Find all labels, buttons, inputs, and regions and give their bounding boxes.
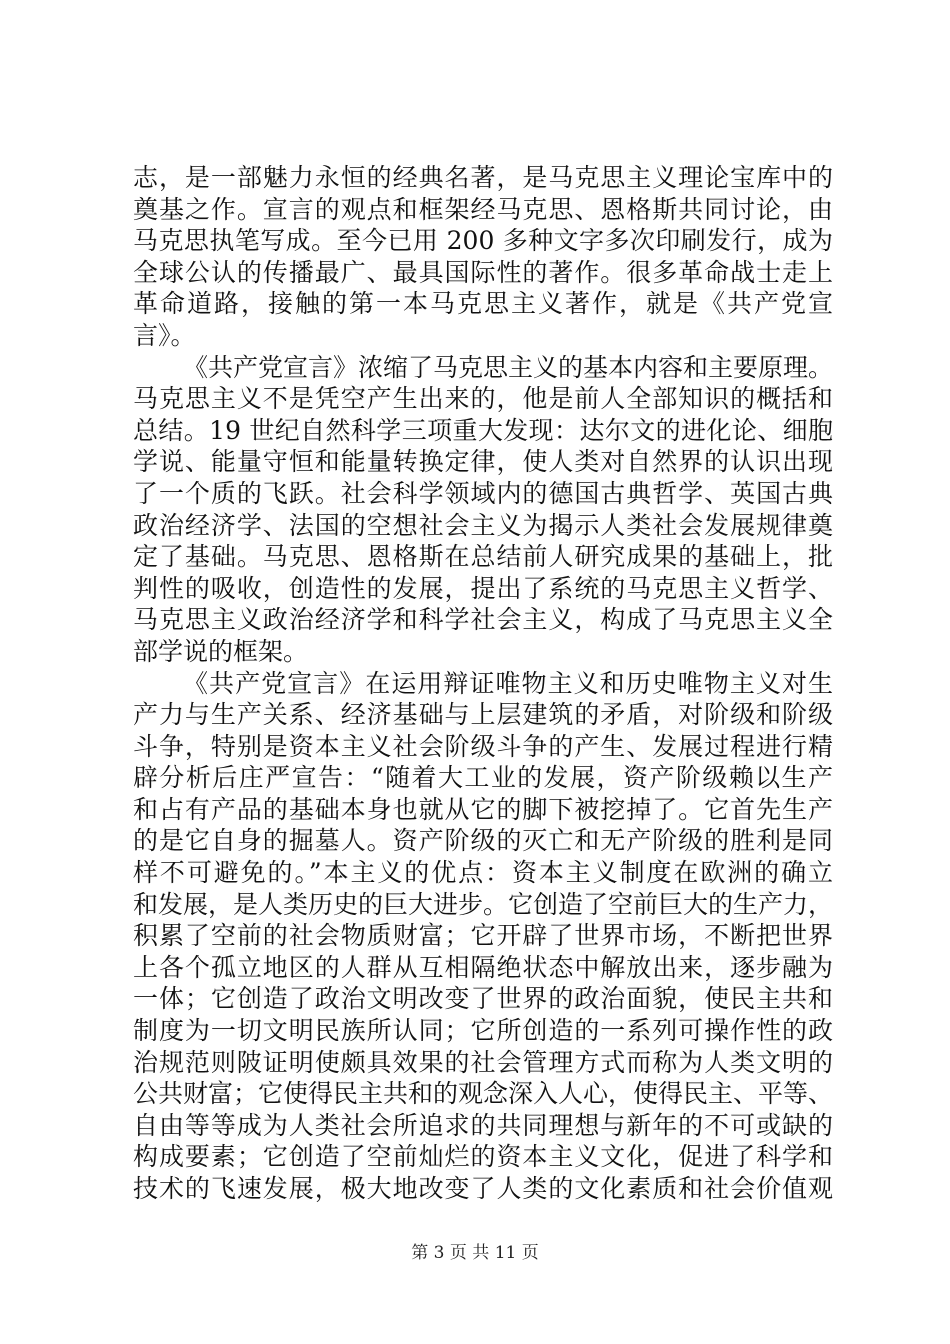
text-line: 马克思主义不是凭空产生出来的，他是前人全部知识的概括和 bbox=[133, 384, 833, 414]
text-line: 《共产党宣言》在运用辩证唯物主义和历史唯物主义对生 bbox=[183, 668, 833, 698]
text-line: 积累了空前的社会物质财富；它开辟了世界市场，不断把世界 bbox=[133, 921, 833, 951]
text-line: 定了基础。马克思、恩格斯在总结前人研究成果的基础上，批 bbox=[133, 542, 833, 572]
text-line: 政治经济学、法国的空想社会主义为揭示人类社会发展规律奠 bbox=[133, 510, 833, 540]
text-line: 全球公认的传播最广、最具国际性的著作。很多革命战士走上 bbox=[133, 257, 833, 287]
text-line: 马克思执笔写成。至今已用 200 多种文字多次印刷发行，成为 bbox=[133, 226, 833, 256]
text-line: 部学说的框架。 bbox=[133, 636, 309, 666]
text-line: 辟分析后庄严宣告：“随着大工业的发展，资产阶级赖以生产 bbox=[133, 763, 833, 793]
text-line: 构成要素；它创造了空前灿烂的资本主义文化，促进了科学和 bbox=[133, 1142, 833, 1172]
text-line: 奠基之作。宣言的观点和框架经马克思、恩格斯共同讨论，由 bbox=[133, 194, 833, 224]
text-line: 制度为一切文明民族所认同；它所创造的一系列可操作性的政 bbox=[133, 1016, 833, 1046]
text-line: 一体；它创造了政治文明改变了世界的政治面貌，使民主共和 bbox=[133, 984, 833, 1014]
text-line: 志，是一部魅力永恒的经典名著，是马克思主义理论宝库中的 bbox=[133, 163, 833, 192]
text-line: 了一个质的飞跃。社会科学领域内的德国古典哲学、英国古典 bbox=[133, 478, 833, 508]
text-line: 公共财富；它使得民主共和的观念深入人心，使得民主、平等、 bbox=[133, 1079, 834, 1109]
text-line: 的是它自身的掘墓人。资产阶级的灭亡和无产阶级的胜利是同 bbox=[133, 826, 833, 856]
text-line: 言》。 bbox=[133, 320, 196, 350]
text-line: 《共产党宣言》浓缩了马克思主义的基本内容和主要原理。 bbox=[183, 352, 834, 382]
text-line: 总结。19 世纪自然科学三项重大发现：达尔文的进化论、细胞 bbox=[133, 415, 833, 445]
text-line: 判性的吸收，创造性的发展，提出了系统的马克思主义哲学、 bbox=[133, 573, 833, 603]
text-line: 自由等等成为人类社会所追求的共同理想与新年的不可或缺的 bbox=[133, 1110, 833, 1140]
text-line: 上各个孤立地区的人群从互相隔绝状态中解放出来，逐步融为 bbox=[133, 952, 833, 982]
text-line: 技术的飞速发展，极大地改变了人类的文化素质和社会价值观 bbox=[133, 1174, 833, 1203]
text-line: 马克思主义政治经济学和科学社会主义，构成了马克思主义全 bbox=[133, 605, 833, 635]
page-footer: 第 3 页 共 11 页 bbox=[411, 1243, 539, 1263]
text-line: 样不可避免的。”本主义的优点：资本主义制度在欧洲的确立 bbox=[133, 858, 833, 888]
text-line: 产力与生产关系、经济基础与上层建筑的矛盾，对阶级和阶级 bbox=[133, 700, 833, 730]
text-line: 治规范则陂证明使颇具效果的社会管理方式而称为人类文明的 bbox=[133, 1047, 833, 1077]
text-line: 和占有产品的基础本身也就从它的脚下被挖掉了。它首先生产 bbox=[133, 794, 833, 824]
text-line: 和发展，是人类历史的巨大进步。它创造了空前巨大的生产力， bbox=[133, 889, 834, 919]
text-line: 斗争，特别是资本主义社会阶级斗争的产生、发展过程进行精 bbox=[133, 731, 833, 761]
body-text bbox=[133, 162, 833, 1205]
text-line: 革命道路，接触的第一本马克思主义著作，就是《共产党宣 bbox=[133, 289, 833, 319]
text-line: 学说、能量守恒和能量转换定律，使人类对自然界的认识出现 bbox=[133, 447, 833, 477]
